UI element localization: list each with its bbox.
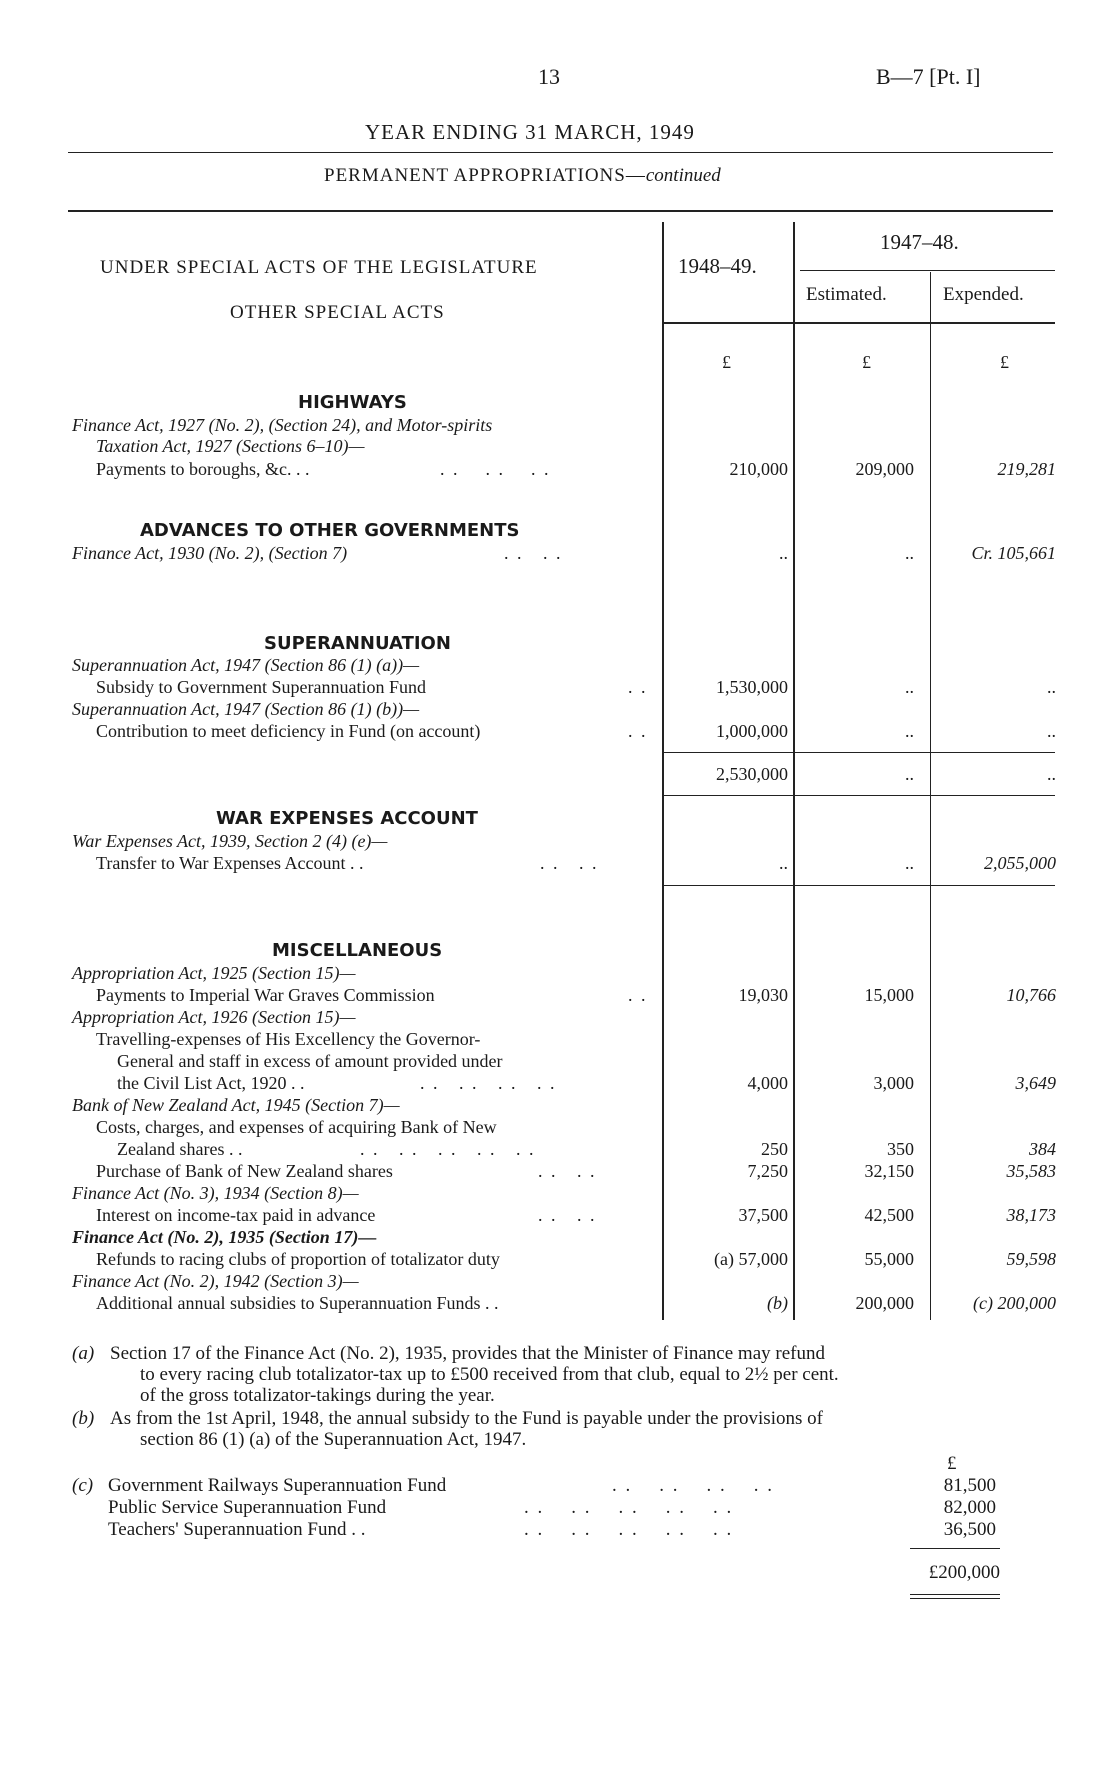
value-expended: ..: [1047, 677, 1056, 697]
section-heading-miscellaneous: MISCELLANEOUS: [272, 940, 443, 961]
line-item-label: Subsidy to Government Superannuation Fund: [96, 677, 426, 697]
total-rule: [910, 1548, 1000, 1549]
page-subtitle: PERMANENT APPROPRIATIONS—continued: [324, 165, 721, 186]
value-estimated: 55,000: [864, 1249, 914, 1269]
value-estimated: 200,000: [855, 1293, 914, 1313]
section-heading-highways: HIGHWAYS: [298, 392, 407, 413]
leader-dots: . . . . . . . . . .: [360, 1139, 536, 1159]
value-expended: ..: [1047, 721, 1056, 741]
line-item-label: the Civil List Act, 1920 . .: [117, 1073, 305, 1093]
line-item-label: Purchase of Bank of New Zealand shares: [96, 1161, 393, 1181]
value-expended: 219,281: [997, 459, 1056, 479]
act-citation: Finance Act, 1930 (No. 2), (Section 7): [72, 543, 348, 563]
line-item-label: Refunds to racing clubs of proportion of totalizator duty: [96, 1249, 500, 1269]
line-item-label: Payments to Imperial War Graves Commission: [96, 985, 435, 1005]
column-1948-49: 1948–49.: [678, 254, 757, 278]
value-estimated: 3,000: [873, 1073, 914, 1093]
section-heading-advances: ADVANCES TO OTHER GOVERNMENTS: [140, 520, 520, 541]
subtotal-expended: ..: [1047, 764, 1056, 784]
column-rule-2: [793, 222, 795, 1320]
title-rule: [68, 152, 1053, 153]
value-expended: 59,598: [1006, 1249, 1056, 1269]
value-expended: 2,055,000: [984, 853, 1056, 873]
footnote-b-text: section 86 (1) (a) of the Superannuation Act, 1947.: [140, 1429, 527, 1450]
leader-dots: . . . .: [504, 543, 563, 563]
column-estimated: Estimated.: [806, 284, 887, 305]
header-split-rule: [800, 270, 1055, 271]
value-1948-49: 250: [761, 1139, 788, 1159]
footnote-a-mark: (a): [72, 1343, 95, 1364]
leader-dots: . . . .: [540, 853, 599, 873]
line-item-label: Contribution to meet deficiency in Fund (on account): [96, 721, 481, 741]
value-1948-49: 37,500: [738, 1205, 788, 1225]
line-item-label: Transfer to War Expenses Account . .: [96, 853, 364, 873]
act-citation: Taxation Act, 1927 (Sections 6–10)—: [96, 436, 365, 456]
table-heading-left: UNDER SPECIAL ACTS OF THE LEGISLATURE: [100, 257, 538, 278]
total-double-rule: [910, 1598, 1000, 1599]
section-heading-war-expenses: WAR EXPENSES ACCOUNT: [216, 808, 478, 829]
value-expended: (c) 200,000: [973, 1293, 1056, 1313]
line-item-label: Payments to boroughs, &c. . .: [96, 459, 310, 479]
value-expended: Cr. 105,661: [971, 543, 1056, 563]
leader-dots: . . . . . . . . . .: [524, 1519, 734, 1540]
footnote-a-text: to every racing club totalizator-tax up to £500 received from that club, equal to 2½ per cent.: [140, 1364, 839, 1385]
column-1947-48: 1947–48.: [880, 230, 959, 254]
footnote-c-mark: (c): [72, 1475, 94, 1496]
leader-dots: . . . . . .: [440, 459, 551, 479]
footnote-c-total: £200,000: [928, 1562, 1000, 1583]
value-expended: 35,583: [1006, 1161, 1056, 1181]
line-item-label: Zealand shares . .: [117, 1139, 243, 1159]
value-estimated: 350: [887, 1139, 914, 1159]
line-item-label: Interest on income-tax paid in advance: [96, 1205, 376, 1225]
act-citation: Bank of New Zealand Act, 1945 (Section 7)—: [72, 1095, 400, 1115]
value-1948-49: ..: [779, 543, 788, 563]
footnote-c-currency: £: [947, 1453, 957, 1474]
section-heading-superannuation: SUPERANNUATION: [264, 633, 451, 654]
leader-dots: . . . .: [538, 1161, 597, 1181]
value-1948-49: ..: [779, 853, 788, 873]
footnote-c-item-label: Public Service Superannuation Fund: [108, 1497, 387, 1518]
line-item-label: Costs, charges, and expenses of acquiring Bank of New: [96, 1117, 497, 1137]
value-estimated: 42,500: [864, 1205, 914, 1225]
line-item-label: Travelling-expenses of His Excellency the Governor-: [96, 1029, 481, 1049]
value-1948-49: 210,000: [729, 459, 788, 479]
act-citation: Finance Act, 1927 (No. 2), (Section 24), and Motor-spirits: [72, 415, 493, 435]
footnote-b-text: As from the 1st April, 1948, the annual subsidy to the Fund is payable under the provisions of: [110, 1408, 823, 1429]
currency-expended: £: [1000, 352, 1009, 372]
act-citation: Appropriation Act, 1925 (Section 15)—: [72, 963, 356, 983]
act-citation: Finance Act (No. 3), 1934 (Section 8)—: [72, 1183, 359, 1203]
table-top-rule: [68, 210, 1053, 212]
currency-1948: £: [722, 352, 731, 372]
act-citation: Finance Act (No. 2), 1942 (Section 3)—: [72, 1271, 359, 1291]
value-1948-49: 4,000: [747, 1073, 788, 1093]
header-bottom-rule: [662, 322, 1055, 324]
page-title: YEAR ENDING 31 MARCH, 1949: [365, 120, 695, 144]
value-1948-49: 19,030: [738, 985, 788, 1005]
leader-dots: . . . . . . . .: [420, 1073, 557, 1093]
leader-dots: . . . . . . . . . .: [524, 1497, 734, 1518]
subtotal-estimated: ..: [905, 764, 914, 784]
value-1948-49: (a) 57,000: [714, 1249, 788, 1269]
value-estimated: 15,000: [864, 985, 914, 1005]
footnote-c-item-value: 82,000: [943, 1497, 996, 1518]
column-rule-1: [662, 222, 664, 1320]
leader-dots: . .: [628, 985, 648, 1005]
section-rule: [662, 885, 1055, 886]
value-estimated: ..: [905, 543, 914, 563]
document-reference: B—7 [Pt. I]: [876, 64, 981, 89]
act-citation: Superannuation Act, 1947 (Section 86 (1) (a))—: [72, 655, 420, 675]
table-heading-left-sub: OTHER SPECIAL ACTS: [230, 302, 445, 323]
line-item-label: Additional annual subsidies to Superannuation Funds . .: [96, 1293, 499, 1313]
total-double-rule: [910, 1594, 1000, 1595]
subtotal-rule: [662, 752, 1055, 753]
value-1948-49: 1,530,000: [716, 677, 788, 697]
footnote-c-item-label: Government Railways Superannuation Fund: [108, 1475, 447, 1496]
subtotal-1948-49: 2,530,000: [716, 764, 788, 784]
act-citation: Finance Act (No. 2), 1935 (Section 17)—: [72, 1227, 377, 1247]
leader-dots: . .: [628, 677, 648, 697]
act-citation: Superannuation Act, 1947 (Section 86 (1) (b))—: [72, 699, 420, 719]
footnote-a-text: Section 17 of the Finance Act (No. 2), 1935, provides that the Minister of Finance may refund: [110, 1343, 825, 1364]
value-estimated: 209,000: [855, 459, 914, 479]
value-expended: 3,649: [1015, 1073, 1056, 1093]
line-item-label: General and staff in excess of amount provided under: [117, 1051, 503, 1071]
value-1948-49: 1,000,000: [716, 721, 788, 741]
value-expended: 384: [1029, 1139, 1056, 1159]
footnote-c-item-label: Teachers' Superannuation Fund . .: [108, 1519, 366, 1540]
column-rule-3: [930, 272, 931, 1320]
footnote-b-mark: (b): [72, 1408, 95, 1429]
column-expended: Expended.: [943, 284, 1024, 305]
currency-estimated: £: [862, 352, 871, 372]
leader-dots: . . . .: [538, 1205, 597, 1225]
footnote-c-item-value: 36,500: [943, 1519, 996, 1540]
act-citation: Appropriation Act, 1926 (Section 15)—: [72, 1007, 356, 1027]
footnote-a-text: of the gross totalizator-takings during the year.: [140, 1385, 495, 1406]
subtotal-bottom-rule: [662, 795, 1055, 796]
value-expended: 10,766: [1006, 985, 1056, 1005]
value-estimated: ..: [905, 721, 914, 741]
act-citation: War Expenses Act, 1939, Section 2 (4) (e)—: [72, 831, 388, 851]
value-estimated: ..: [905, 677, 914, 697]
value-estimated: 32,150: [864, 1161, 914, 1181]
value-1948-49: 7,250: [747, 1161, 788, 1181]
leader-dots: . . . . . . . .: [612, 1475, 774, 1496]
value-estimated: ..: [905, 853, 914, 873]
leader-dots: . .: [628, 721, 648, 741]
page-number: 13: [538, 64, 560, 89]
footnote-c-item-value: 81,500: [943, 1475, 996, 1496]
value-1948-49: (b): [767, 1293, 788, 1313]
value-expended: 38,173: [1006, 1205, 1056, 1225]
